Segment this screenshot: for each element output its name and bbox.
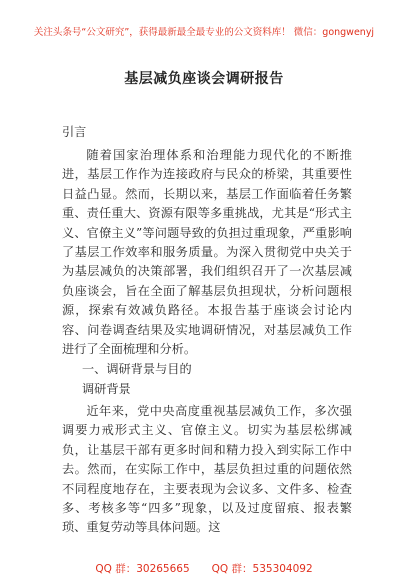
qq-group-1: QQ 群：30265665 xyxy=(95,563,190,575)
section-subheading: 调研背景 xyxy=(82,382,131,396)
preface-heading: 引言 xyxy=(62,125,87,139)
document-title: 基层减负座谈会调研报告 xyxy=(124,71,284,87)
promo-header: 关注头条号“公文研究”，获得最新最全最专业的公文资料库！ 微信：gongwenyj xyxy=(33,27,375,38)
qq-group-2: QQ 群：535304092 xyxy=(211,563,313,575)
preface-paragraph: 随着国家治理体系和治理能力现代化的不断推进，基层工作作为连接政府与民众的桥梁，其重要性日益凸显。然而，长期以来，基层工作面临着任务繁重、责任重大、资源有限等多重挑战，尤其是“形式主义、官僚主义”等问题导致的负担过重现象，严重影响了基层工作效率和服务质量。为深入贯彻党中央关于为基层减负的决策部署，我们组织召开了一次基层减负座谈会，旨在全面了解基层负担现状，分析问题根源，探索有效减负路径。本报告基于座谈会讨论内容、问卷调查结果及实地调研情况，对基层减负工作进行了全面梳理和分析。 xyxy=(62,148,352,357)
section-heading: 一、调研背景与目的 xyxy=(82,362,192,376)
qq-footer xyxy=(0,561,408,576)
section-paragraph: 近年来，党中央高度重视基层减负工作，多次强调要力戒形式主义、官僚主义。切实为基层松绑减负，让基层干部有更多时间和精力投入到实际工作中去。然而，在实际工作中，基层负担过重的问题依然不同程度地存在，主要表现为会议多、文件多、检查多、考核多等“四多”现象，以及过度留痕、报表繁琐、重复劳动等具体问题。这 xyxy=(62,404,352,535)
